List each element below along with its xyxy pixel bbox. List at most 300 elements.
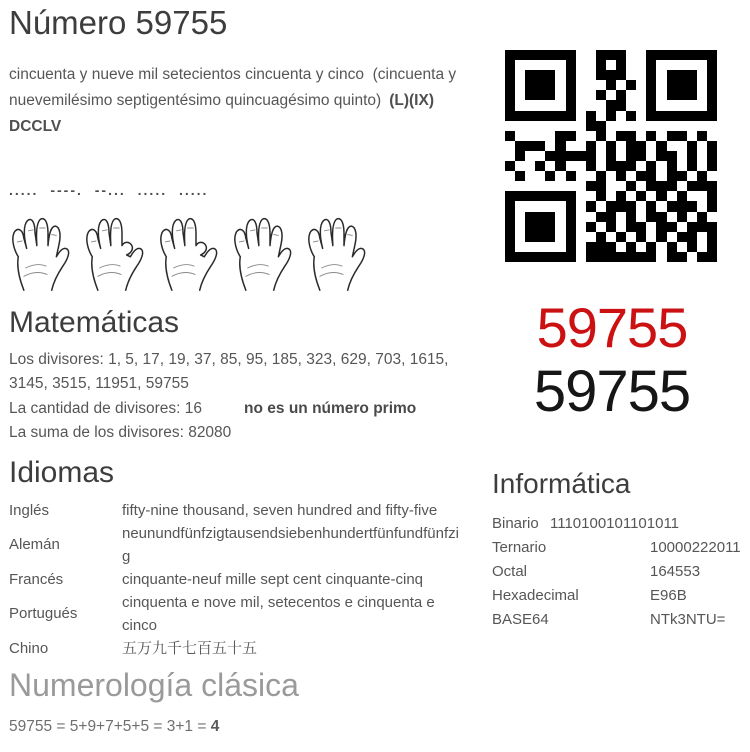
languages-table xyxy=(9,499,464,660)
qr-module xyxy=(656,141,666,151)
qr-module xyxy=(626,222,636,232)
qr-module xyxy=(667,111,677,121)
qr-module xyxy=(707,222,717,232)
qr-module xyxy=(616,161,626,171)
qr-module xyxy=(525,181,535,191)
qr-module xyxy=(707,151,717,161)
qr-module xyxy=(656,201,666,211)
qr-module xyxy=(646,252,656,262)
qr-module xyxy=(677,191,687,201)
informatica-label: Ternario xyxy=(492,538,547,556)
qr-module xyxy=(555,161,565,171)
qr-module xyxy=(596,151,606,161)
qr-module xyxy=(687,212,697,222)
qr-module xyxy=(545,111,555,121)
qr-module xyxy=(606,121,616,131)
qr-module xyxy=(555,232,565,242)
qr-module xyxy=(545,201,555,211)
qr-module xyxy=(687,60,697,70)
qr-module xyxy=(687,222,697,232)
qr-module xyxy=(606,232,616,242)
qr-module xyxy=(515,212,525,222)
informatica-value: NTk3NTU= xyxy=(650,610,726,628)
qr-module xyxy=(555,171,565,181)
qr-module xyxy=(636,171,646,181)
qr-module xyxy=(697,60,707,70)
qr-module xyxy=(646,80,656,90)
qr-module xyxy=(515,111,525,121)
qr-module xyxy=(586,100,596,110)
qr-module xyxy=(535,212,545,222)
qr-module xyxy=(687,171,697,181)
section-heading-matematicas: Matemáticas xyxy=(9,305,180,339)
qr-module xyxy=(545,70,555,80)
qr-module xyxy=(545,121,555,131)
qr-module xyxy=(596,100,606,110)
qr-module xyxy=(636,50,646,60)
table-row xyxy=(492,536,744,560)
qr-module xyxy=(505,50,515,60)
language-value: fifty-nine thousand, seven hundred and fifty-five xyxy=(122,501,438,519)
qr-module xyxy=(616,201,626,211)
qr-module xyxy=(535,131,545,141)
qr-module xyxy=(636,141,646,151)
qr-module xyxy=(545,181,555,191)
numerologia-section xyxy=(9,668,729,736)
qr-module xyxy=(566,60,576,70)
qr-module xyxy=(515,222,525,232)
qr-module xyxy=(555,191,565,201)
qr-module xyxy=(667,60,677,70)
qr-module xyxy=(535,191,545,201)
qr-module xyxy=(576,171,586,181)
qr-module xyxy=(596,212,606,222)
qr-module xyxy=(697,70,707,80)
qr-module xyxy=(555,50,565,60)
qr-module xyxy=(707,141,717,151)
qr-module xyxy=(707,90,717,100)
qr-module xyxy=(687,90,697,100)
qr-module xyxy=(586,60,596,70)
qr-module xyxy=(545,60,555,70)
qr-module xyxy=(626,232,636,242)
qr-module xyxy=(576,100,586,110)
qr-module xyxy=(576,70,586,80)
qr-module xyxy=(656,60,666,70)
qr-module xyxy=(626,201,636,211)
side-column xyxy=(480,10,744,632)
qr-module xyxy=(505,161,515,171)
number-words-text: cincuenta y nueve mil setecientos cincuenta y cinco (cincuenta y nuevemilésimo septigentésimo quincuagésimo quinto) xyxy=(9,65,457,109)
qr-module xyxy=(576,191,586,201)
qr-module xyxy=(525,100,535,110)
qr-module xyxy=(656,161,666,171)
qr-module xyxy=(555,141,565,151)
qr-module xyxy=(505,232,515,242)
divisor-count-line xyxy=(9,397,474,422)
qr-module xyxy=(535,70,545,80)
qr-module xyxy=(707,232,717,242)
hand-sign-icon xyxy=(157,212,222,296)
qr-module xyxy=(566,100,576,110)
qr-module xyxy=(697,232,707,242)
qr-module xyxy=(707,111,717,121)
qr-module xyxy=(525,212,535,222)
qr-module xyxy=(606,191,616,201)
qr-module xyxy=(626,252,636,262)
informatica-label: Binario xyxy=(492,514,539,532)
qr-module xyxy=(535,90,545,100)
qr-module xyxy=(626,171,636,181)
language-label: Portugués xyxy=(9,605,78,623)
qr-module xyxy=(586,232,596,242)
qr-module xyxy=(677,181,687,191)
qr-module xyxy=(677,90,687,100)
language-value: cinquenta e nove mil, setecentos e cinquenta e cinco xyxy=(122,593,435,634)
qr-module xyxy=(697,131,707,141)
qr-module xyxy=(697,121,707,131)
language-label: Alemán xyxy=(9,536,60,554)
qr-module xyxy=(697,201,707,211)
table-row xyxy=(9,522,464,568)
qr-module xyxy=(596,181,606,191)
qr-module xyxy=(525,70,535,80)
language-value: neunundfünfzigtausendsiebenhundertfünfundfünfzig xyxy=(122,524,459,565)
table-row xyxy=(9,591,464,637)
qr-module xyxy=(566,191,576,201)
qr-module xyxy=(566,212,576,222)
qr-module xyxy=(576,111,586,121)
qr-module xyxy=(677,100,687,110)
qr-module xyxy=(586,70,596,80)
qr-module xyxy=(535,151,545,161)
matematicas-content xyxy=(9,348,474,446)
qr-module xyxy=(545,131,555,141)
qr-module xyxy=(656,100,666,110)
qr-module xyxy=(545,100,555,110)
qr-module xyxy=(677,161,687,171)
qr-module xyxy=(606,70,616,80)
qr-module xyxy=(677,80,687,90)
qr-module xyxy=(545,222,555,232)
qr-module xyxy=(697,151,707,161)
qr-module xyxy=(596,232,606,242)
qr-module xyxy=(646,212,656,222)
table-row xyxy=(9,637,464,660)
qr-module xyxy=(525,222,535,232)
table-row xyxy=(492,560,744,584)
qr-module xyxy=(566,252,576,262)
qr-module xyxy=(616,131,626,141)
qr-module xyxy=(586,90,596,100)
qr-module xyxy=(656,111,666,121)
qr-module xyxy=(656,212,666,222)
qr-module xyxy=(505,121,515,131)
qr-module xyxy=(707,191,717,201)
qr-module xyxy=(687,50,697,60)
qr-module xyxy=(515,131,525,141)
qr-module xyxy=(606,161,616,171)
qr-module xyxy=(545,191,555,201)
qr-module xyxy=(535,111,545,121)
qr-module xyxy=(707,181,717,191)
qr-module xyxy=(566,201,576,211)
qr-module xyxy=(566,222,576,232)
qr-module xyxy=(606,50,616,60)
qr-module xyxy=(586,121,596,131)
qr-module xyxy=(555,60,565,70)
qr-module xyxy=(646,151,656,161)
qr-module xyxy=(555,181,565,191)
qr-module xyxy=(505,100,515,110)
qr-module xyxy=(545,171,555,181)
qr-module xyxy=(566,50,576,60)
qr-module xyxy=(515,242,525,252)
qr-module xyxy=(576,50,586,60)
qr-module xyxy=(555,151,565,161)
qr-module xyxy=(606,151,616,161)
qr-module xyxy=(525,60,535,70)
qr-module xyxy=(687,151,697,161)
table-row xyxy=(492,512,744,536)
qr-module xyxy=(566,141,576,151)
qr-module xyxy=(566,232,576,242)
qr-module xyxy=(566,161,576,171)
qr-module xyxy=(707,60,717,70)
qr-module xyxy=(667,131,677,141)
qr-module xyxy=(646,201,656,211)
qr-module xyxy=(697,90,707,100)
qr-module xyxy=(646,171,656,181)
qr-module xyxy=(515,191,525,201)
qr-module xyxy=(616,191,626,201)
qr-module xyxy=(646,90,656,100)
hand-sign-icon xyxy=(231,212,296,296)
qr-module xyxy=(707,242,717,252)
qr-module xyxy=(596,121,606,131)
qr-module xyxy=(667,70,677,80)
qr-module xyxy=(576,161,586,171)
qr-module xyxy=(586,191,596,201)
qr-module xyxy=(535,121,545,131)
qr-module xyxy=(505,191,515,201)
qr-module xyxy=(636,131,646,141)
qr-module xyxy=(616,222,626,232)
qr-module xyxy=(636,232,646,242)
qr-module xyxy=(525,131,535,141)
table-row xyxy=(9,568,464,591)
qr-module xyxy=(707,201,717,211)
qr-module xyxy=(525,242,535,252)
qr-module xyxy=(576,131,586,141)
table-row xyxy=(9,499,464,522)
qr-module xyxy=(535,242,545,252)
qr-module xyxy=(626,80,636,90)
qr-module xyxy=(566,131,576,141)
qr-module xyxy=(707,80,717,90)
qr-module xyxy=(545,90,555,100)
hand-sign-icon xyxy=(305,212,370,296)
qr-module xyxy=(656,171,666,181)
qr-module xyxy=(515,232,525,242)
qr-module xyxy=(545,80,555,90)
qr-module xyxy=(545,232,555,242)
informatica-value: 10000222011 xyxy=(650,538,741,556)
big-number-red: 59755 xyxy=(536,296,688,359)
qr-module xyxy=(677,111,687,121)
qr-module xyxy=(656,50,666,60)
qr-module xyxy=(656,80,666,90)
qr-module xyxy=(636,60,646,70)
qr-module xyxy=(545,212,555,222)
qr-module xyxy=(555,111,565,121)
qr-module xyxy=(616,181,626,191)
qr-module xyxy=(646,181,656,191)
qr-module xyxy=(596,111,606,121)
qr-module xyxy=(596,80,606,90)
qr-module xyxy=(525,50,535,60)
qr-module xyxy=(636,90,646,100)
qr-module xyxy=(535,100,545,110)
qr-module xyxy=(687,80,697,90)
qr-module xyxy=(505,111,515,121)
qr-module xyxy=(697,111,707,121)
qr-module xyxy=(697,141,707,151)
qr-module xyxy=(616,70,626,80)
qr-module xyxy=(656,232,666,242)
qr-module xyxy=(707,70,717,80)
qr-module xyxy=(515,161,525,171)
qr-module xyxy=(626,60,636,70)
qr-module xyxy=(576,252,586,262)
qr-module xyxy=(616,151,626,161)
qr-module xyxy=(616,212,626,222)
qr-module xyxy=(636,201,646,211)
qr-module xyxy=(505,60,515,70)
qr-module xyxy=(525,80,535,90)
qr-module xyxy=(697,252,707,262)
qr-module xyxy=(576,181,586,191)
section-heading-idiomas: Idiomas xyxy=(9,455,115,489)
qr-module xyxy=(505,131,515,141)
qr-module xyxy=(626,151,636,161)
qr-module xyxy=(545,242,555,252)
qr-module xyxy=(505,80,515,90)
qr-module xyxy=(606,242,616,252)
qr-module xyxy=(656,70,666,80)
qr-module xyxy=(687,191,697,201)
qr-module xyxy=(687,100,697,110)
qr-module xyxy=(626,181,636,191)
qr-module xyxy=(606,222,616,232)
qr-module xyxy=(656,151,666,161)
qr-module xyxy=(555,222,565,232)
qr-module xyxy=(626,161,636,171)
qr-module xyxy=(606,100,616,110)
qr-module xyxy=(505,141,515,151)
qr-module xyxy=(515,90,525,100)
qr-module xyxy=(667,80,677,90)
qr-module xyxy=(555,212,565,222)
qr-module xyxy=(687,161,697,171)
qr-module xyxy=(697,100,707,110)
qr-module xyxy=(667,212,677,222)
qr-module xyxy=(586,50,596,60)
qr-module xyxy=(626,191,636,201)
qr-module xyxy=(515,60,525,70)
qr-module xyxy=(566,90,576,100)
qr-module xyxy=(576,201,586,211)
qr-module xyxy=(697,181,707,191)
qr-module xyxy=(616,242,626,252)
qr-module xyxy=(505,252,515,262)
qr-module xyxy=(555,242,565,252)
qr-module xyxy=(586,242,596,252)
qr-module xyxy=(555,201,565,211)
qr-module xyxy=(586,111,596,121)
qr-module xyxy=(687,141,697,151)
page-title: Número 59755 xyxy=(9,4,228,41)
qr-module xyxy=(576,212,586,222)
qr-module xyxy=(697,161,707,171)
qr-module xyxy=(606,80,616,90)
qr-module xyxy=(515,121,525,131)
qr-module xyxy=(667,90,677,100)
qr-module xyxy=(656,121,666,131)
qr-module xyxy=(566,80,576,90)
table-row xyxy=(492,584,744,608)
qr-module xyxy=(646,121,656,131)
qr-module xyxy=(535,232,545,242)
qr-module xyxy=(545,252,555,262)
qr-module xyxy=(535,60,545,70)
language-label: Inglés xyxy=(9,501,50,519)
qr-module xyxy=(505,171,515,181)
qr-module xyxy=(586,151,596,161)
qr-module xyxy=(667,252,677,262)
qr-module xyxy=(616,50,626,60)
qr-module xyxy=(656,252,666,262)
qr-module xyxy=(697,222,707,232)
qr-module xyxy=(515,70,525,80)
qr-module xyxy=(515,80,525,90)
qr-module xyxy=(697,242,707,252)
qr-module xyxy=(616,141,626,151)
qr-module xyxy=(576,80,586,90)
qr-module xyxy=(626,90,636,100)
qr-module xyxy=(707,121,717,131)
big-number-black: 59755 xyxy=(533,359,691,424)
qr-module xyxy=(646,131,656,141)
qr-module xyxy=(646,141,656,151)
qr-module xyxy=(687,131,697,141)
qr-module xyxy=(677,242,687,252)
qr-module xyxy=(606,131,616,141)
qr-module xyxy=(677,201,687,211)
informatica-table xyxy=(492,512,744,632)
qr-module xyxy=(646,242,656,252)
qr-module xyxy=(596,141,606,151)
qr-module xyxy=(505,222,515,232)
qr-module xyxy=(515,141,525,151)
qr-module xyxy=(616,171,626,181)
number-in-words xyxy=(9,62,461,140)
qr-module xyxy=(525,201,535,211)
qr-module xyxy=(677,151,687,161)
qr-module xyxy=(576,232,586,242)
qr-module xyxy=(505,181,515,191)
qr-module xyxy=(596,171,606,181)
